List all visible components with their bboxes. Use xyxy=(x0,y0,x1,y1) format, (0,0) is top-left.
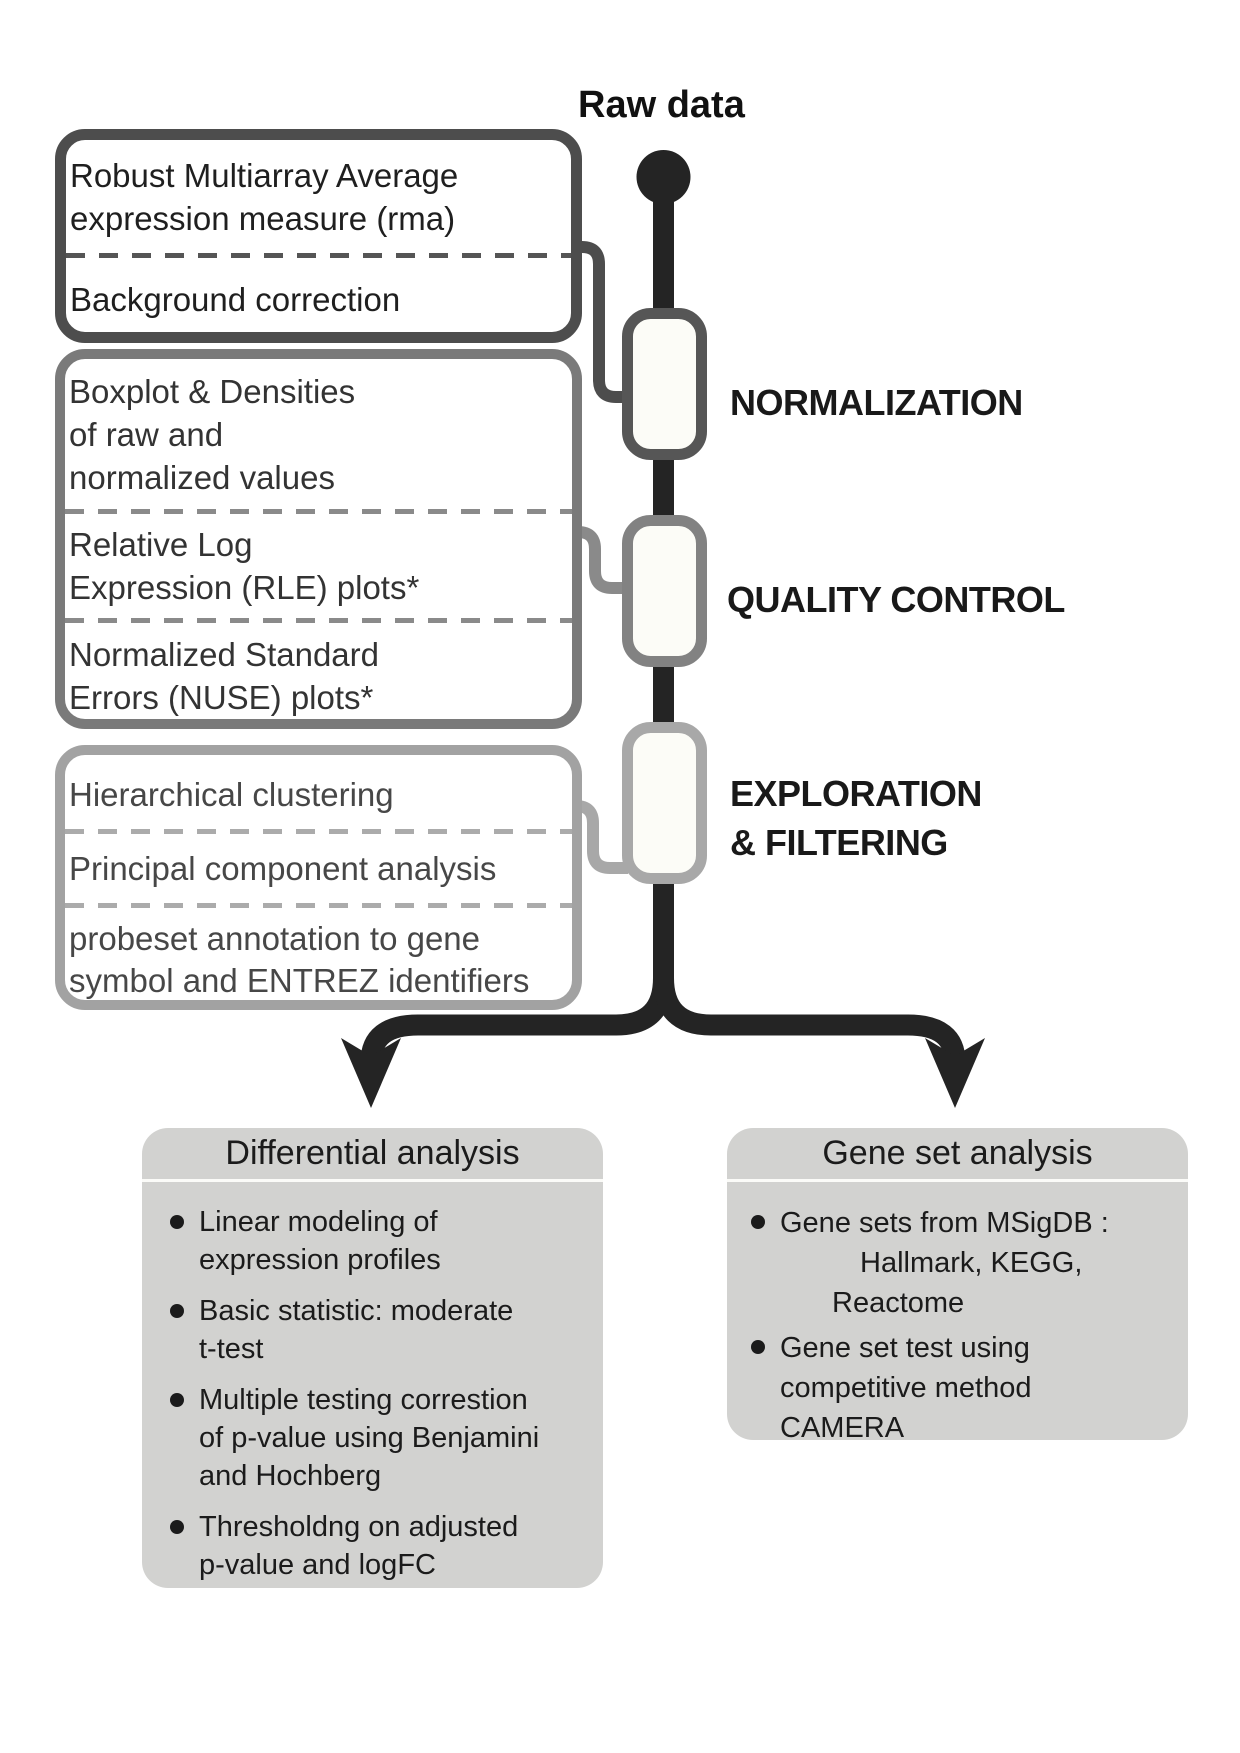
stage-label-line: & FILTERING xyxy=(730,822,948,863)
raw-data-dot xyxy=(637,150,691,204)
box-section xyxy=(65,514,572,618)
method-text: Hierarchical clustering xyxy=(69,776,394,813)
method-text: symbol and ENTREZ identifiers xyxy=(69,962,530,999)
bullet-line: Basic statistic: moderate xyxy=(199,1295,514,1327)
bullet-line: Gene set test using xyxy=(780,1332,1030,1364)
box-section xyxy=(66,258,571,321)
bullet-item xyxy=(170,1292,593,1368)
bullet-item xyxy=(170,1203,593,1279)
analysis-box-differential xyxy=(142,1128,603,1588)
method-text: Errors (NUSE) plots* xyxy=(69,679,374,716)
method-text: Boxplot & Densities xyxy=(69,373,356,410)
box-exploration-methods xyxy=(55,745,582,1010)
bullet-line: Linear modeling of xyxy=(199,1206,438,1238)
box-section xyxy=(65,908,572,1002)
method-text: Background correction xyxy=(70,281,401,318)
bullet-line: Gene sets from MSigDB : xyxy=(780,1207,1109,1239)
method-text: of raw and xyxy=(69,416,224,453)
bullet-line: Thresholdng on adjusted xyxy=(199,1511,519,1543)
method-text: Relative Log xyxy=(69,526,253,563)
box-section xyxy=(65,755,572,829)
stage-label-line: EXPLORATION xyxy=(730,773,982,814)
bullet-line: Multiple testing correstion xyxy=(199,1384,528,1416)
node-exploration xyxy=(628,728,702,879)
box-section xyxy=(66,140,571,253)
bullet-item xyxy=(751,1203,1178,1323)
bullet-line: and Hochberg xyxy=(199,1460,382,1492)
node-normalization xyxy=(628,314,702,455)
method-text: Expression (RLE) plots* xyxy=(69,569,420,606)
bullet-dot-icon xyxy=(751,1340,765,1354)
method-text: expression measure (rma) xyxy=(70,200,456,237)
analysis-box-geneset xyxy=(727,1128,1188,1440)
bullet-dot-icon xyxy=(170,1393,184,1407)
method-text: Principal component analysis xyxy=(69,850,497,887)
analysis-box-title: Gene set analysis xyxy=(727,1128,1188,1182)
bullet-dot-icon xyxy=(170,1215,184,1229)
bullet-dot-icon xyxy=(170,1520,184,1534)
box-section xyxy=(65,623,572,719)
method-text: probeset annotation to gene xyxy=(69,920,481,957)
bullet-line: of p-value using Benjamini xyxy=(199,1422,540,1454)
box-normalization-methods xyxy=(55,129,582,343)
method-text: normalized values xyxy=(69,459,335,496)
bullet-line: t-test xyxy=(199,1333,264,1365)
bullet-line: Reactome xyxy=(832,1287,965,1319)
stage-label-quality-control: QUALITY CONTROL xyxy=(727,579,1065,620)
analysis-box-body xyxy=(142,1182,603,1584)
bullet-line: Hallmark, KEGG, xyxy=(860,1247,1083,1279)
stage-label-exploration xyxy=(730,769,982,867)
method-text: Normalized Standard xyxy=(69,636,379,673)
bullet-dot-icon xyxy=(170,1304,184,1318)
bullet-line: expression profiles xyxy=(199,1244,441,1276)
bullet-item xyxy=(170,1508,593,1584)
node-quality-control xyxy=(628,521,702,662)
bullet-item xyxy=(751,1328,1178,1440)
bullet-line: p-value and logFC xyxy=(199,1549,436,1581)
analysis-box-title: Differential analysis xyxy=(142,1128,603,1182)
box-section xyxy=(65,359,572,509)
box-quality-control-methods xyxy=(55,349,582,729)
method-text: Robust Multiarray Average xyxy=(70,157,459,194)
stage-label-normalization: NORMALIZATION xyxy=(730,382,1023,423)
box-section xyxy=(65,834,572,903)
bullet-line: CAMERA xyxy=(780,1412,905,1440)
bullet-line: competitive method xyxy=(780,1372,1032,1404)
fork-branch-right xyxy=(664,935,956,1062)
bullet-item xyxy=(170,1381,593,1495)
analysis-box-body xyxy=(727,1182,1188,1440)
raw-data-label: Raw data xyxy=(578,84,745,126)
bullet-dot-icon xyxy=(751,1215,765,1229)
